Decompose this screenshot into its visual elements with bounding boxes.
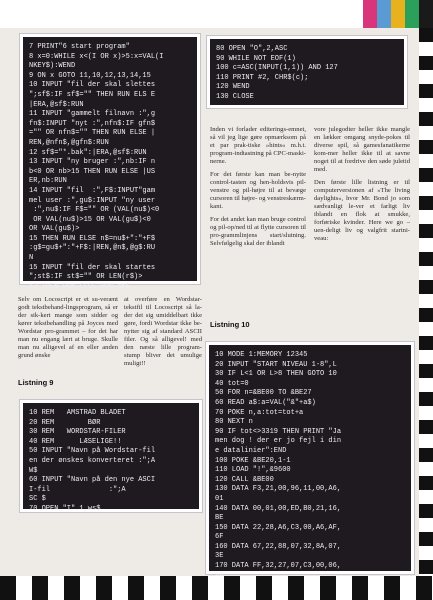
code-line: 15 THEN RUN ELSE n$=nu$+":"+F$	[29, 234, 156, 243]
code-line: 60 READ a$:a=VAL("&"+a$)	[215, 398, 316, 407]
paragraph: Selv om Locoscript er et su-verænt godt tekstbehand-lingsprogram, så er der sik-kert mange som sidder og kører tekstbehandling på Joyces med Wordstar pro-grammet – for det har man nu engang lært at bruge. Skulle man nu alligevel af en eller anden grund ønske	[18, 296, 118, 359]
code-line: 30 REM WORDSTAR-FILER	[29, 428, 126, 437]
code-line: 10 REM AMSTRAD BLADET	[29, 409, 126, 417]
code-line: 50 FOR n=&BE00 TO &BE27	[215, 389, 312, 398]
code-line: ";st$:IF st$="" OR LEN(r$)>	[29, 273, 143, 282]
code-line: men dog ! der er jo fejl i din	[215, 437, 342, 446]
code-block-4	[206, 342, 414, 574]
code-line: 40 tot=0	[215, 379, 249, 388]
code-line: ER,nb:RUN	[29, 177, 67, 186]
color-bands	[363, 0, 433, 28]
code-line: 13 INPUT "ny bruger :",nb:IF n	[29, 158, 156, 167]
code-line: 12 THEN RUN ELSE RUN st$	[29, 282, 130, 291]
code-line: 130 DATA F3,21,00,96,11,00,A6,	[215, 485, 342, 494]
code-line: BE	[215, 514, 224, 523]
code-line: 20 REM BØR	[29, 418, 101, 427]
code-line: 12 sf$="*.bak":|ERA,@sf$:RUN	[29, 148, 147, 157]
code-line: 110 LOAD "!",&9600	[215, 466, 291, 475]
code-line: 150 DATA 22,28,A6,C3,00,A6,AF,	[215, 523, 342, 532]
paragraph: vore julegodter heller ikke mangle en lækker omgang snyde-pokes til diverse spil, så gamesfanatikerne kom-mer heller ikke til at savne noget til at fordrive den søde juletid med.	[314, 126, 410, 173]
code-line: 14 INPUT "fil :",F$:INPUT"gam	[29, 186, 156, 195]
code-block-1	[20, 34, 200, 291]
code-line: 120 CALL &BE00	[215, 475, 274, 484]
code-line: 20 INPUT "START NIVEAU 1-8",L	[215, 360, 337, 369]
code-line: 70 POKE n,a:tot=tot+a	[215, 408, 304, 417]
code-line: 3E	[215, 552, 224, 561]
code-line: 60 INPUT "Navn på den nye ASCI	[29, 476, 156, 485]
code-line: ";sf$:IF sf$="" THEN RUN ELS E	[29, 90, 156, 99]
code-line: 120 WEND	[216, 83, 250, 92]
code-line: 15 INPUT "fil der skal startes	[29, 263, 156, 272]
paragraph: at overføre en Wordstar-tekstfil til Locoscript så la-der det sig umiddelbart ikke gøre, fordi Wordstar ikke be-nytter sig af standard ASCII filer. Og så alligevel! med den næste lille program-stump bliver det umulige muligt!!	[124, 296, 202, 367]
code-line: 70 OPEN "I",1,ws$	[29, 504, 101, 513]
paragraph: For det første kan man be-nytte control-tasten og hen-holdsvis pil-venstre og pil-højre til at bevæge cursoren til højre- og venstreskærm-kant.	[210, 171, 306, 210]
heading-listing-10: Listning 10	[210, 320, 250, 329]
code-line: 11 INPUT "gammelt filnavn :",g	[29, 110, 156, 119]
code-line: 40 REM LÆSELIGE!!	[29, 437, 122, 446]
column-text-right	[314, 126, 410, 248]
paragraph: Den første lille listning er til computerversionen af »The living daylights«, hvor Mr. Bond jo som sædvanligt le-ver et farligt liv iblandt en flok at smukke, forføriske kvinder. Here we go – uen-deligt liv og valgfrit startni-veau:	[314, 179, 410, 242]
code-line: W$	[29, 466, 38, 475]
code-line: 130 CLOSE	[216, 92, 254, 101]
paragraph: Inden vi forlader editerings-emnet, så vil jeg lige gøre opmærksom på et par prak-tiske »hints« m.h.t. program-indtastning på CPC-maski-nerne.	[210, 126, 306, 165]
code-line: mel user :",gu$:INPUT "ny user	[29, 196, 156, 205]
code-line: 8 x=0:WHILE x<(I OR x)>5:x=VAL(I	[29, 52, 164, 61]
code-line: SC $	[29, 495, 46, 504]
code-line: 160 DATA 67,22,88,07,32,8A,07,	[215, 542, 342, 551]
code-block-2	[207, 36, 407, 108]
bottom-bar	[0, 576, 433, 600]
code-line: :",nu$:IF F$="" OR (VAL(nu$)<0	[29, 206, 160, 215]
code-block-3	[20, 400, 202, 512]
code-line: 140 DATA 00,01,00,ED,B0,21,16,	[215, 504, 342, 513]
code-line: ="" OR nfn$="" THEN RUN ELSE |	[29, 129, 156, 138]
code-line: 80 NEXT n	[215, 418, 253, 427]
code-line: 10 INPUT "fil der skal slettes	[29, 81, 156, 90]
code-line: N	[29, 254, 34, 263]
code-line: fn$:INPUT "nyt :",nfn$:IF gfn$	[29, 119, 156, 128]
code-line: |ERA,@sf$:RUN	[29, 100, 84, 109]
code-line: 110 PRINT #2, CHR$(c);	[216, 73, 309, 82]
code-line: REN,@nfn$,@gfn$:RUN	[29, 138, 109, 147]
top-bar	[0, 0, 433, 28]
side-stripe	[419, 28, 433, 588]
column-text-left	[18, 296, 118, 365]
column-text-middle-2	[124, 296, 202, 373]
heading-listing-9: Listning 9	[18, 378, 54, 387]
code-line: 30 IF L<1 OR L>8 THEN GOTO 10	[215, 370, 337, 379]
code-line: OR VAL(nu$)>15 OR VAL(gu$)<0	[29, 215, 151, 224]
code-line: e datalinier":END	[215, 446, 287, 455]
code-line: 100 POKE &BE20,1-1	[215, 456, 291, 465]
code-line: b<0 OR nb>15 THEN RUN ELSE |US	[29, 167, 156, 176]
code-line: 10 MODE 1:MEMORY 12345	[215, 351, 308, 359]
code-line: 80 OPEN "O",2,ASC	[216, 45, 288, 53]
code-line: en der ønskes konverteret :";A	[29, 456, 156, 465]
code-line: 50 INPUT "Navn på Wordstar-fil	[29, 447, 156, 456]
column-text-middle	[210, 126, 306, 253]
code-line: 90 IF tot<>3319 THEN PRINT "Ja	[215, 427, 342, 436]
code-line: I-fil :";A	[29, 485, 126, 494]
code-line: 01	[215, 494, 224, 503]
code-line: 170 DATA FF,32,27,07,C3,00,06,	[215, 562, 342, 571]
code-line: 9 ON x GOTO 11,10,12,13,14,15	[29, 71, 151, 80]
code-line: :g$=gu$+":"+F$:|REN,@n$,@g$:RU	[29, 244, 156, 253]
paragraph: For det andet kan man bruge control og pil-op/ned til at flytte cursoren til pro-grammlinjens start/slutning. Selvfølgelig skal der iblandt	[210, 216, 306, 247]
code-line: OR VAL(gu$)>	[29, 225, 80, 234]
code-line: 7 PRINT"6 start program"	[29, 43, 130, 51]
code-line: NKEY$):WEND	[29, 62, 76, 71]
code-line: 100 c=ASC(INPUT(1,1)) AND 127	[216, 64, 338, 73]
code-line: 90 WHILE NOT EOF(1)	[216, 54, 296, 63]
code-line: 6F	[215, 533, 224, 542]
